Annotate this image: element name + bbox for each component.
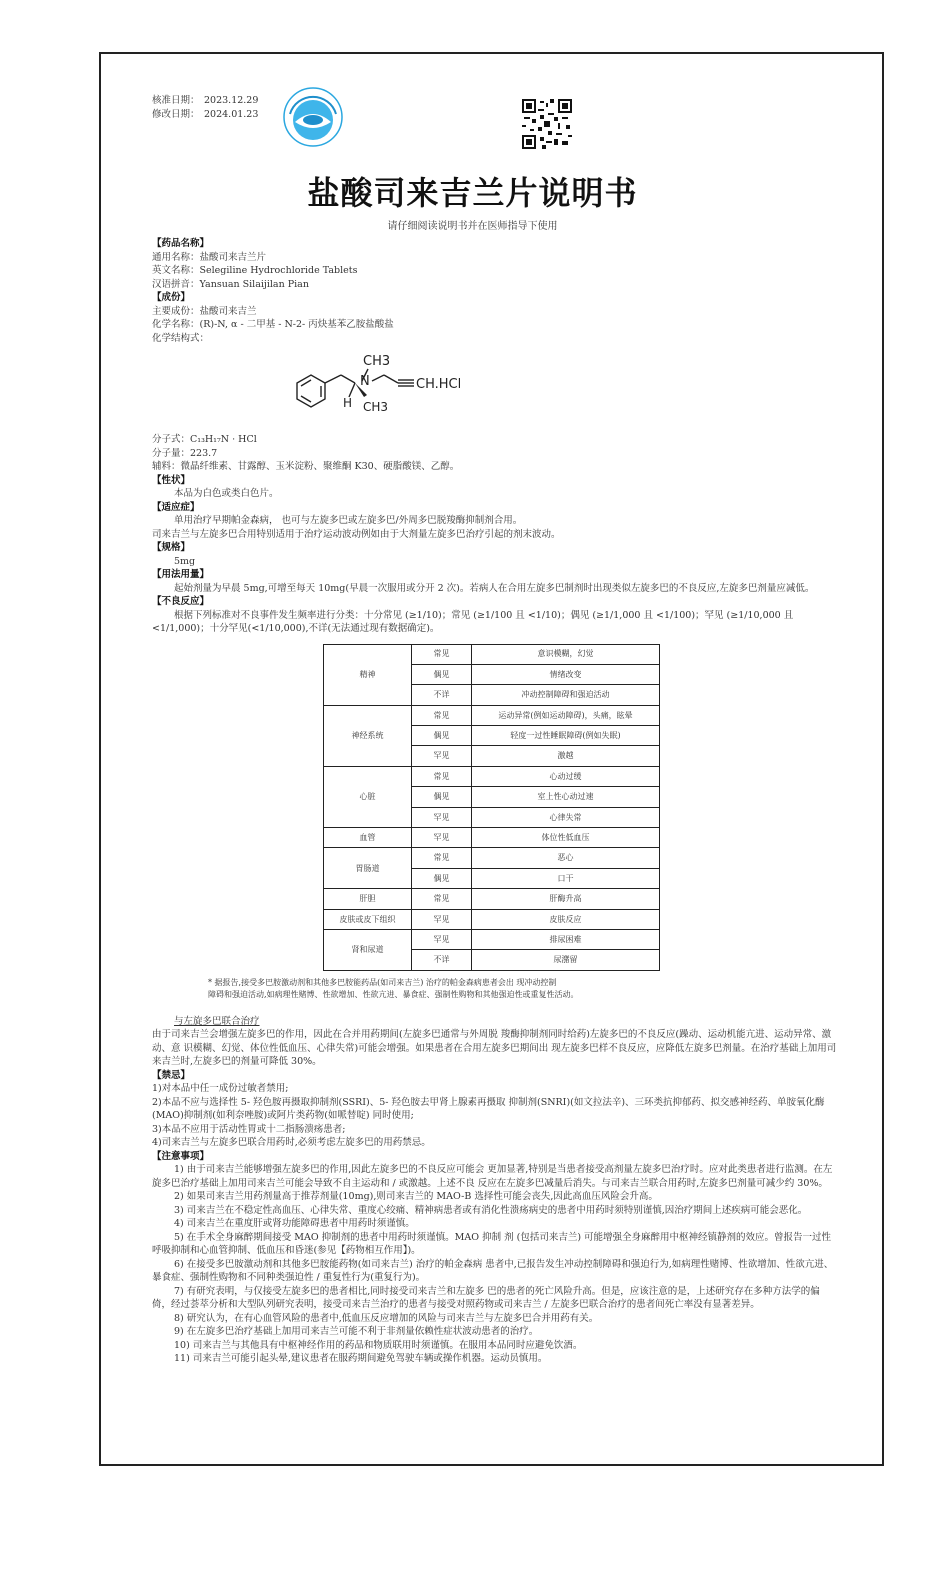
contra-item: 4)司来吉兰与左旋多巴联合用药时,必须考虑左旋多巴的用药禁忌。 xyxy=(152,1137,431,1149)
section-heading-precautions: 【注意事项】 xyxy=(152,1150,210,1162)
properties-text: 本品为白色或类白色片。 xyxy=(174,488,279,499)
reaction-cell: 冲动控制障碍和强迫活动 xyxy=(472,685,660,705)
frequency-cell: 常见 xyxy=(412,848,472,868)
field-label: 通用名称： xyxy=(152,251,200,263)
field-label: 主要成份： xyxy=(152,305,200,317)
adverse-intro: 根据下列标准对不良事件发生频率进行分类：十分常见 (≥1/10)；常见 (≥1/100 且 <1/10)；偶见 (≥1/1,000 且 <1/100)；罕见 (≥1/10,000 且 <1/1,000)；十分罕见(<1/10,000),不详(无法通过现有数据确定)。 xyxy=(152,609,794,634)
reaction-cell: 体位性低血压 xyxy=(472,828,660,848)
reaction-cell: 皮肤反应 xyxy=(472,909,660,929)
field-label: 辅料： xyxy=(152,461,181,472)
contra-item: 1)对本品中任一成份过敏者禁用; xyxy=(152,1083,289,1095)
section-heading-dosage: 【用法用量】 xyxy=(152,569,210,580)
precaution-item: 2) 如果司来吉兰用药剂量高于推荐剂量(10mg),则司来吉兰的 MAO-B 选择性可能会丧失,因此高血压风险会升高。 xyxy=(174,1191,658,1203)
precaution-item: 6) 在接受多巴胺激动剂和其他多巴胺能药物(如司来吉兰) 治疗的帕金森病 患者中,已报告发生冲动控制障碍和强迫行为,如病理性赌博、性欲增加、性欲亢进、暴食症、强制性购物和不同种类强迫性 / 重复性行为(重复行为)。 xyxy=(152,1258,834,1284)
section-heading-composition: 【成份】 xyxy=(152,292,191,303)
frequency-cell: 常见 xyxy=(412,766,472,786)
precaution-item: 8) 研究认为，在有心血管风险的患者中,低血压反应增加的风险与司来吉兰与左旋多巴合并用药有关。 xyxy=(174,1312,599,1324)
struct-ch3-bottom: CH3 xyxy=(363,400,389,414)
field-label: 化学名称： xyxy=(152,319,200,330)
reaction-cell: 排尿困难 xyxy=(472,929,660,949)
reaction-cell: 口干 xyxy=(472,868,660,888)
revision-date-label: 修改日期： xyxy=(152,109,200,120)
field-value: 盐酸司来吉兰片 xyxy=(199,251,267,263)
chemical-structure-diagram xyxy=(267,345,507,433)
reaction-cell: 心动过缓 xyxy=(472,766,660,786)
reaction-cell: 尿潴留 xyxy=(472,950,660,970)
precaution-item: 4) 司来吉兰在重度肝或肾功能障碍患者中用药时须谨慎。 xyxy=(174,1218,415,1230)
organ-system-cell: 心脏 xyxy=(324,766,412,827)
frequency-cell: 偶见 xyxy=(412,664,472,684)
reaction-cell: 情绪改变 xyxy=(472,664,660,684)
combo-text: 由于司来吉兰会增强左旋多巴的作用，因此在合并用药期间(左旋多巴通常与外周脱 羧酶抑制剂同时给药)左旋多巴的不良反应(躁动、运动机能亢进、运动异常、激动、意 识模糊、幻觉、体位性低血压、心律失常)可能会增强。如果患者在合用左旋多巴期间出 现左旋多巴样不良反应，应降低左旋多巴剂量。在治疗基础上加用司来吉兰时,左旋多巴的剂量可降低 30%。 xyxy=(152,1029,837,1068)
precaution-item: 3) 司来吉兰在不稳定性高血压、心律失常、重度心绞痛、精神病患者或有消化性溃疡病史的患者中用药时须特别谨慎,因治疗期间上述疾病可能会恶化。 xyxy=(174,1204,808,1216)
section-heading-contra: 【禁忌】 xyxy=(152,1069,191,1081)
frequency-cell: 偶见 xyxy=(412,787,472,807)
dosage-text: 起始剂量为早晨 5mg,可增至每天 10mg(早晨一次服用或分开 2 次)。若病人在合用左旋多巴制剂时出现类似左旋多巴的不良反应,左旋多巴剂量应减低。 xyxy=(174,582,815,594)
frequency-cell: 罕见 xyxy=(412,929,472,949)
footnote-line-2: 障碍和强迫活动,如病理性赌博、性欲增加、性欲亢进、暴食症、强制性购物和其他强迫性或重复性活动。 xyxy=(208,989,579,999)
organ-system-cell: 精神 xyxy=(324,644,412,705)
indications-text-1: 单用治疗早期帕金森病， 也可与左旋多巴或左旋多巴/外周多巴脱羧酶抑制剂合用。 xyxy=(174,515,523,526)
reaction-cell: 心律失常 xyxy=(472,807,660,827)
frequency-cell: 不详 xyxy=(412,685,472,705)
struct-n: N xyxy=(360,374,370,389)
adverse-reaction-table xyxy=(323,644,660,971)
table-row xyxy=(324,644,660,664)
reaction-cell: 肝酶升高 xyxy=(472,889,660,909)
field-label: 化学结构式： xyxy=(152,332,210,344)
spec-text: 5mg xyxy=(174,555,196,567)
precaution-item: 9) 在左旋多巴治疗基础上加用司来吉兰可能不利于非剂量依赖性症状波动患者的治疗。 xyxy=(174,1326,539,1338)
frequency-cell: 罕见 xyxy=(412,828,472,848)
field-value: 微晶纤维素、甘露醇、玉米淀粉、聚维酮 K30、硬脂酸镁、乙醇。 xyxy=(180,461,460,472)
chemical-structure xyxy=(152,345,838,433)
contra-item: 3)本品不应用于活动性胃或十二指肠溃疡患者; xyxy=(152,1123,346,1135)
field-label: 汉语拼音： xyxy=(152,278,200,290)
contra-item: 2)本品不应与选择性 5- 羟色胺再摄取抑制剂(SSRI)、5- 羟色胺去甲肾上腺素再摄取 抑制剂(SNRI)(如文拉法辛)、三环类抗抑郁药、拟交感神经药、单胺氧化酶(MAO)抑制剂(如利奈唑胺)或阿片类药物(如哌替啶) 同时使用; xyxy=(152,1096,825,1122)
reaction-cell: 轻度一过性睡眠障碍(例如失眠) xyxy=(472,726,660,746)
section-heading-spec: 【规格】 xyxy=(152,542,191,553)
date-block xyxy=(152,94,258,122)
qr-code-icon xyxy=(522,99,572,149)
table-row xyxy=(324,828,660,848)
precaution-item: 5) 在手术全身麻醉期间接受 MAO 抑制剂的患者中用药时须谨慎。MAO 抑制 剂 (包括司来吉兰) 可能增强全身麻醉用中枢神经镇静剂的效应。曾报告一过性呼吸抑制和心血管抑制、低血压和昏迷(参见【药物相互作用】)。 xyxy=(152,1231,832,1257)
precaution-item: 1) 由于司来吉兰能够增强左旋多巴的作用,因此左旋多巴的不良反应可能会 更加显著,特别是当患者接受高剂量左旋多巴治疗时。应对此类患者进行监测。在左旋多巴治疗基础上加用司来吉兰可能会导致不自主运动和 / 或激越。上述不良 反应在左旋多巴减量后消失。与司来吉兰联合用药时,左旋多巴剂量可减少约 30%。 xyxy=(152,1164,833,1189)
field-label: 英文名称： xyxy=(152,265,200,276)
precaution-item: 7) 有研究表明，与仅接受左旋多巴的患者相比,同时接受司来吉兰和左旋多 巴的患者的死亡风险升高。但是，应该注意的是，上述研究存在多种方法学的偏倚，经过荟萃分析和大型队列研究表明，接受司来吉兰治疗的患者与接受对照药物或司来吉兰 / 左旋多巴联合治疗的患者间死亡率没有显著差异。 xyxy=(152,1285,820,1311)
frequency-cell: 罕见 xyxy=(412,909,472,929)
section-heading-name: 【药品名称】 xyxy=(152,238,210,249)
frequency-cell: 常见 xyxy=(412,644,472,664)
organ-system-cell: 神经系统 xyxy=(324,705,412,766)
table-row xyxy=(324,848,660,868)
table-row xyxy=(324,766,660,786)
field-label: 分子量： xyxy=(152,447,191,459)
table-row xyxy=(324,929,660,949)
field-value: C₁₃H₁₇N · HCl xyxy=(190,434,257,445)
document-body xyxy=(152,237,838,1366)
organ-system-cell: 肾和尿道 xyxy=(324,929,412,970)
field-value: Selegiline Hydrochloride Tablets xyxy=(199,265,358,276)
frequency-cell: 罕见 xyxy=(412,746,472,766)
revision-date: 2024.01.23 xyxy=(204,109,259,120)
organ-system-cell: 皮肤或皮下组织 xyxy=(324,909,412,929)
footnote-line-1: * 据报告,接受多巴胺激动剂和其他多巴胺能药品(如司来吉兰) 治疗的帕金森病患者会出 现冲动控制 xyxy=(208,977,557,987)
struct-h: H xyxy=(343,396,353,410)
field-value: 盐酸司来吉兰 xyxy=(199,305,257,317)
document-subtitle: 请仔细阅读说明书并在医师指导下使用 xyxy=(387,221,558,232)
combo-heading: 与左旋多巴联合治疗 xyxy=(174,1015,260,1027)
field-value: (R)-N, α - 二甲基 - N-2- 丙炔基苯乙胺盐酸盐 xyxy=(199,319,394,330)
section-heading-indications: 【适应症】 xyxy=(152,501,200,513)
field-value: 223.7 xyxy=(190,447,218,459)
field-label: 分子式： xyxy=(152,434,191,445)
reaction-cell: 激越 xyxy=(472,746,660,766)
table-row xyxy=(324,889,660,909)
approval-date: 2023.12.29 xyxy=(204,95,259,106)
document-title: 盐酸司来吉兰片说明书 xyxy=(307,174,638,212)
struct-salt: CH.HCl xyxy=(416,377,462,392)
precaution-item: 10) 司来吉兰与其他具有中枢神经作用的药品和物质联用时须谨慎。在服用本品同时应避免饮酒。 xyxy=(174,1339,583,1351)
field-value: Yansuan Silaijilan Pian xyxy=(199,278,309,290)
reaction-cell: 室上性心动过速 xyxy=(472,787,660,807)
reaction-cell: 意识模糊，幻觉 xyxy=(472,644,660,664)
reaction-cell: 恶心 xyxy=(472,848,660,868)
reaction-cell: 运动异常(例如运动障碍)，头痛，眩晕 xyxy=(472,705,660,725)
frequency-cell: 偶见 xyxy=(412,726,472,746)
table-row xyxy=(324,909,660,929)
frequency-cell: 常见 xyxy=(412,705,472,725)
section-heading-adverse: 【不良反应】 xyxy=(152,596,210,607)
precaution-item: 11) 司来吉兰可能引起头晕,建议患者在服药期间避免驾驶车辆或操作机器。运动员慎用。 xyxy=(174,1353,548,1365)
organ-system-cell: 血管 xyxy=(324,828,412,848)
frequency-cell: 偶见 xyxy=(412,868,472,888)
pharmacy-logo-icon xyxy=(282,86,344,148)
table-footnote xyxy=(208,977,838,1001)
frequency-cell: 常见 xyxy=(412,889,472,909)
organ-system-cell: 肝胆 xyxy=(324,889,412,909)
approval-date-label: 核准日期： xyxy=(152,95,200,106)
frequency-cell: 罕见 xyxy=(412,807,472,827)
table-row xyxy=(324,705,660,725)
organ-system-cell: 胃肠道 xyxy=(324,848,412,889)
struct-ch3-top: CH3 xyxy=(363,354,391,369)
section-heading-properties: 【性状】 xyxy=(152,474,191,486)
indications-text-2: 司来吉兰与左旋多巴合用特别适用于治疗运动波动例如由于大剂量左旋多巴治疗引起的剂末波动。 xyxy=(152,528,561,540)
frequency-cell: 不详 xyxy=(412,950,472,970)
